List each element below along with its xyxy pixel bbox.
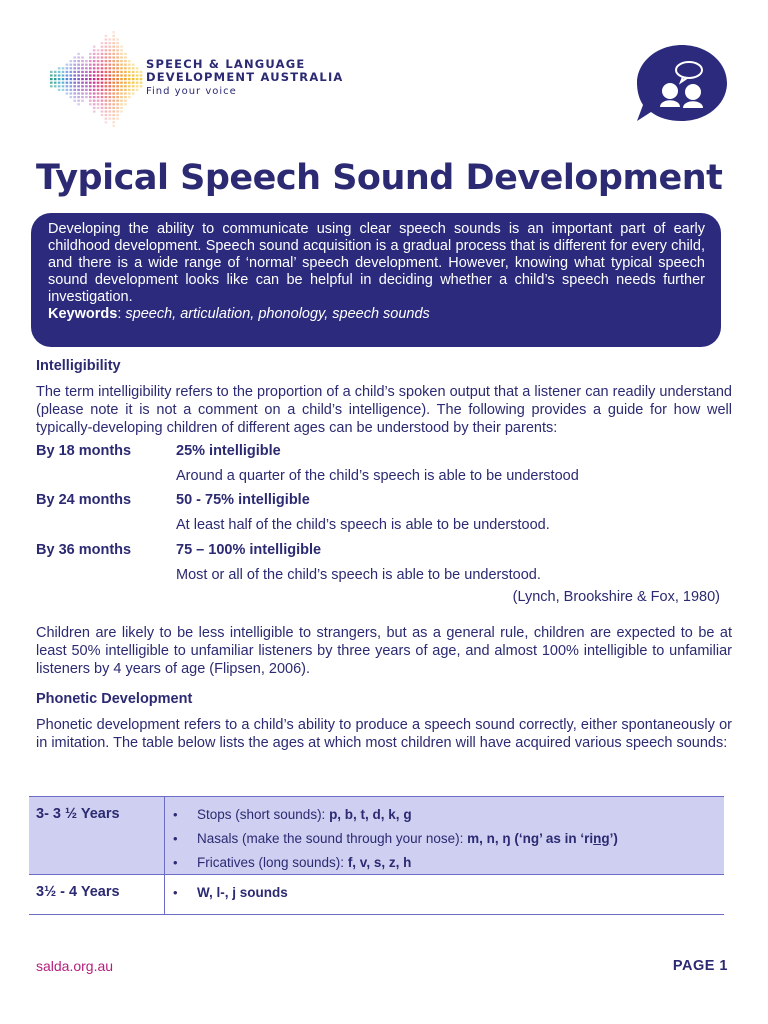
item-label: Stops (short sounds):: [197, 807, 330, 822]
strangers-paragraph: Children are likely to be less intelligible to strangers, but as a general rule, children are expected to be at least 50% intelligible to unfamiliar listeners by three years of age, and almost 100% intelligible to unfamiliar listeners by 4 years of age (Flipsen, 2006).: [36, 625, 732, 677]
milestone-description: Most or all of the child’s speech is able to be understood.: [176, 567, 541, 583]
sound-list: [197, 881, 288, 905]
milestone-description: Around a quarter of the child’s speech is able to be understood: [176, 468, 579, 484]
phonetic-heading: Phonetic Development: [36, 691, 193, 707]
list-item: [197, 803, 618, 827]
milestone-description: At least half of the child’s speech is able to be understood.: [176, 517, 550, 533]
milestone-percent: 50 - 75% intelligible: [176, 492, 310, 508]
item-label: Fricatives (long sounds):: [197, 855, 348, 870]
item-label: Nasals (make the sound through your nose):: [197, 831, 468, 846]
citation: (Lynch, Brookshire & Fox, 1980): [512, 589, 720, 605]
list-item: [197, 851, 618, 875]
intelligibility-heading: Intelligibility: [36, 358, 121, 374]
speech-bubble-heads-icon: [637, 45, 727, 125]
milestone-percent: 75 – 100% intelligible: [176, 542, 322, 558]
column-divider: [164, 875, 165, 914]
table-age-cell: 3½ - 4 Years: [36, 884, 120, 900]
milestone-row: [36, 492, 736, 542]
milestone-row: [36, 443, 736, 493]
item-sounds-tail: ’): [609, 831, 618, 846]
item-sounds-underline: ng: [593, 831, 610, 846]
brand-name: [146, 58, 344, 98]
sound-list: [197, 803, 618, 875]
keywords-label: Keywords: [48, 306, 118, 322]
phonetic-paragraph: Phonetic development refers to a child’s ability to produce a speech sound correctly, either spontaneously or in imitation. The table below lists the ages at which most children will have acquired various speech sounds:: [36, 717, 732, 751]
milestone-age: By 18 months: [36, 443, 132, 459]
table-age-cell: 3- 3 ½ Years: [36, 806, 120, 822]
list-item: [197, 827, 618, 851]
item-sounds: W, l-, j sounds: [197, 885, 288, 900]
intelligibility-paragraph: The term intelligibility refers to the proportion of a child’s spoken output that a listener can readily understand (please note it is not a comment on a child’s intelligence). The following provides a guide for how well typically-developing children of different ages can be understood by their parents:: [36, 384, 732, 436]
list-item: [197, 881, 288, 905]
item-sounds: m, n, ŋ (‘ng’ as in ‘ri: [467, 831, 594, 846]
table-row: [29, 796, 724, 875]
milestone-age: By 24 months: [36, 492, 132, 508]
speech-sounds-table: [29, 796, 724, 915]
milestone-age: By 36 months: [36, 542, 132, 558]
table-row: [29, 875, 724, 915]
brand-logo: [48, 26, 348, 136]
brand-tagline: Find your voice: [146, 86, 237, 97]
brand-line-1: SPEECH & LANGUAGE: [146, 57, 306, 71]
brand-line-2: DEVELOPMENT AUSTRALIA: [146, 70, 344, 84]
equalizer-logo-icon: [48, 26, 144, 136]
item-sounds: f, v, s, z, h: [347, 855, 412, 870]
footer-url: salda.org.au: [36, 958, 114, 974]
milestone-row: [36, 542, 736, 592]
page-number: PAGE 1: [672, 958, 728, 974]
intro-box: [31, 213, 721, 347]
keywords-list: speech, articulation, phonology, speech sounds: [125, 306, 430, 322]
column-divider: [164, 797, 165, 874]
milestone-percent: 25% intelligible: [176, 443, 281, 459]
intro-text: Developing the ability to communicate using clear speech sounds is an important part of early childhood development. Speech sound acquisition is a gradual process that is different for every child, and there is a wide range of ‘normal’ speech development. However, knowing what typical speech sound development looks like can be helpful in deciding whether a child’s speech needs further investigation.: [48, 221, 705, 305]
item-sounds: p, b, t, d, k, g: [329, 807, 412, 822]
page-title: Typical Speech Sound Development: [36, 158, 723, 198]
keywords-line: Keywords: speech, articulation, phonology, speech sounds: [48, 306, 430, 322]
